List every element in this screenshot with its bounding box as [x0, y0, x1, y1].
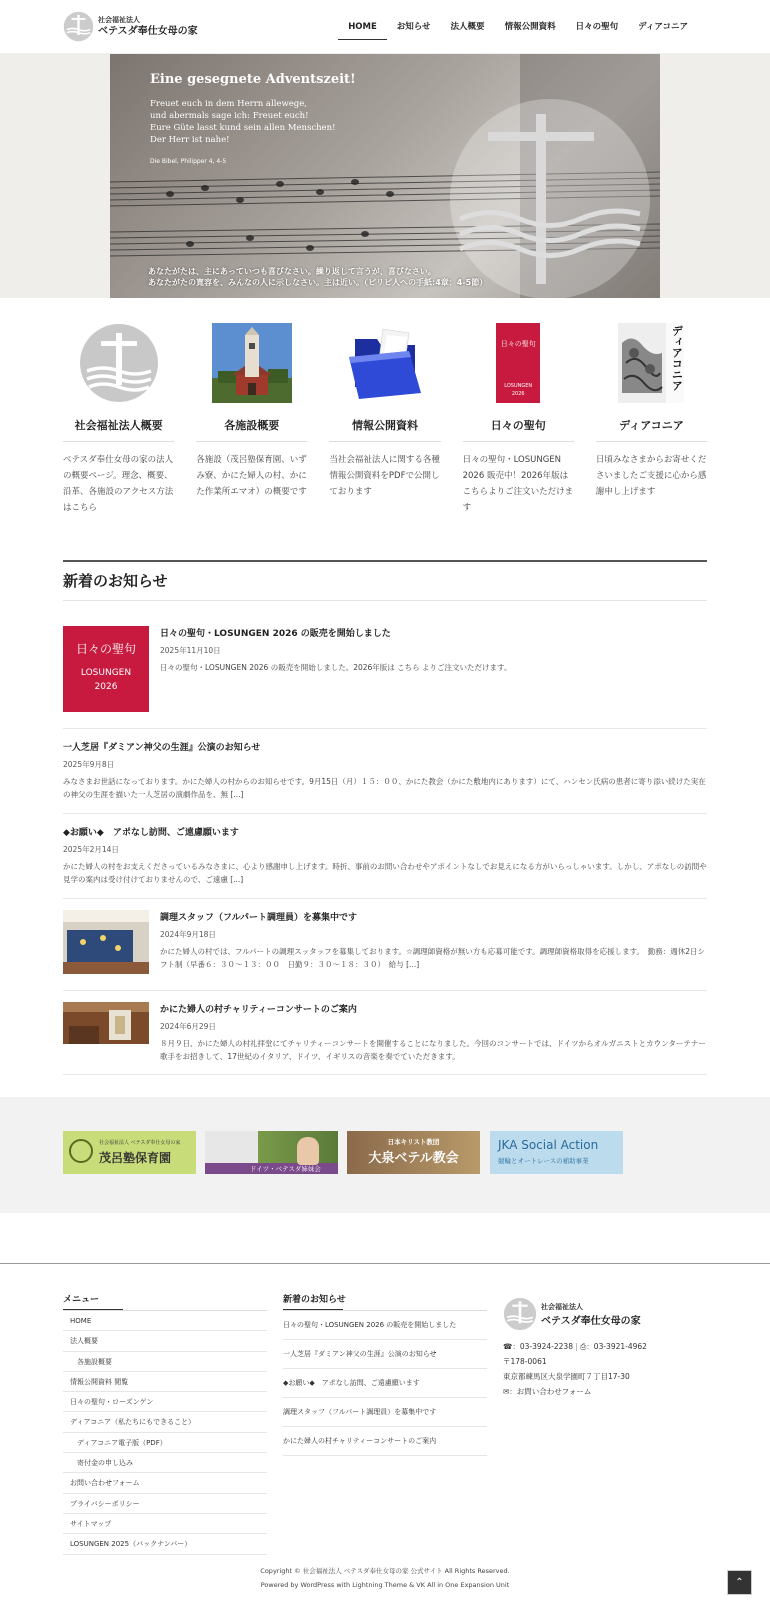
- feature-title[interactable]: 各施設概要: [196, 417, 307, 442]
- feature-disclosure[interactable]: [329, 323, 440, 516]
- banner-big-text: 茂呂塾保育園: [99, 1151, 172, 1165]
- hero-reference: Die Bibel, Philipper 4, 4-5: [150, 158, 227, 165]
- news-heading-divider: [63, 600, 707, 601]
- feature-diakonia[interactable]: [596, 323, 707, 516]
- feature-title[interactable]: 日々の聖句: [463, 417, 574, 442]
- cross-emblem-image[interactable]: [79, 323, 159, 403]
- contact-form-label[interactable]: ：お問い合わせフォーム: [509, 1387, 592, 1396]
- banner-small-text: 競輪とオートレースの補助事業: [498, 1157, 589, 1165]
- losungen-book-cover[interactable]: [496, 323, 540, 403]
- news-date: 2025年9月8日: [63, 760, 115, 769]
- footer-org-type: 社会福祉法人: [541, 1302, 583, 1311]
- powered-by-text[interactable]: Powered by WordPress with Lightning Theme & VK All in One Expansion Unit: [260, 1581, 510, 1589]
- news-title[interactable]: 調理スタッフ（フルパート調理員）を募集中です: [160, 913, 358, 923]
- banner-big-text: 大泉ベテル教会: [368, 1151, 459, 1166]
- site-header: [0, 0, 770, 54]
- footer-news-item[interactable]: かにた婦人の村チャリティーコンサートのご案内: [283, 1427, 487, 1456]
- news-date: 2024年6月29日: [160, 1022, 216, 1031]
- footer-menu-item[interactable]: 各施設概要: [63, 1352, 267, 1372]
- news-title[interactable]: かにた婦人の村チャリティーコンサートのご案内: [160, 1005, 357, 1015]
- diakonia-journal-cover[interactable]: [618, 323, 684, 403]
- news-excerpt: ８月９日、かにた婦人の村礼拝堂にてチャリティーコンサートを開催することになりました。今回のコンサートでは、ドイツからオルガニストとカウンターテナー歌手をお招きして、17世紀のイタリア、ドイツ、イギリスの音楽を奏でていただきます。: [160, 1039, 706, 1061]
- news-title[interactable]: 一人芝居『ダミアン神父の生涯』公演のお知らせ: [63, 743, 261, 753]
- hero-slide: [110, 54, 660, 298]
- news-title[interactable]: ◆お願い◆ アポなし訪問、ご遠慮願います: [63, 828, 239, 838]
- book-cover-brand: LOSUNGEN: [504, 383, 533, 389]
- global-nav: [338, 0, 698, 54]
- footer-news-title: 新着のお知らせ: [283, 1292, 346, 1305]
- footer-contact: [503, 1297, 707, 1399]
- copyright-text: Copyright © 社会福祉法人 ベテスダ奉仕女母の家 公式サイト All Rights Reserved.: [260, 1567, 510, 1575]
- feature-text: 当社会福祉法人に関する各種情報公開資料をPDFで公開しております: [329, 455, 440, 497]
- footer-menu-title: メニュー: [63, 1292, 99, 1305]
- news-item[interactable]: [63, 910, 707, 991]
- footer-menu: [63, 1310, 267, 1555]
- hero-title: Eine gesegnete Adventszeit!: [150, 72, 356, 87]
- banner-small-text: ドイツ・ベテスダ姉妹会: [250, 1165, 321, 1173]
- footer-menu-item[interactable]: プライバシーポリシー: [63, 1494, 267, 1514]
- thumb-book-title: 日々の聖句: [75, 642, 136, 656]
- nav-news[interactable]: お知らせ: [396, 22, 431, 32]
- hero-japanese-verse: あなたがたは、主にあっていつも喜びなさい。繰り返して言うが、喜びなさい。 あなたがたの寛容を、みんなの人に示しなさい。主は近い。（ピリピ人への手紙:4章：4-5節）: [148, 267, 488, 287]
- news-thumbnail[interactable]: [63, 910, 149, 974]
- footer-menu-item[interactable]: サイトマップ: [63, 1514, 267, 1534]
- feature-text: 日頃みなさまからお寄せくださいましたご支援に心から感謝申し上げます: [595, 455, 707, 497]
- thumb-book-year: 2026: [94, 682, 118, 692]
- footer-menu-item[interactable]: 情報公開資料 閲覧: [63, 1372, 267, 1392]
- feature-text: 各施設（茂呂塾保育園、いずみ寮、かにた婦人の村、かにた作業所エマオ）の概要です: [196, 455, 307, 497]
- footer-menu-item[interactable]: ディアコニア（私たちにもできること）: [63, 1412, 267, 1432]
- copyright: [0, 1564, 770, 1592]
- news-excerpt: かにた婦人の村をお支えくださっているみなさまに、心より感謝申し上げます。時折、事前のお問い合わせやアポイントなしでお見えになる方がいらっしゃいます。しかし、アポなしの訪問や見学の案内は受け付けておりませんので、ご遠慮 [...]: [63, 862, 707, 884]
- feature-facilities[interactable]: [196, 323, 307, 516]
- news-thumbnail[interactable]: [63, 1002, 149, 1044]
- book-cover-title: 日々の聖句: [500, 340, 536, 348]
- news-item[interactable]: [63, 740, 707, 814]
- logo-org-name: ベテスダ奉仕女母の家: [98, 25, 198, 37]
- feature-boxes: [63, 323, 707, 516]
- banner-oizumi-bethel-church[interactable]: [347, 1131, 480, 1174]
- phone-icon: ☎: [503, 1342, 513, 1351]
- footer-news-item[interactable]: 一人芝居『ダミアン神父の生涯』公演のお知らせ: [283, 1340, 487, 1369]
- news-thumbnail[interactable]: [63, 626, 149, 712]
- contact-tel[interactable]: ：03-3924-2238: [512, 1342, 573, 1351]
- banner-jka-social-action[interactable]: [490, 1131, 623, 1174]
- logo-org-type: 社会福祉法人: [98, 15, 140, 24]
- footer-menu-item[interactable]: ディアコニア電子版（PDF）: [63, 1433, 267, 1453]
- footer-menu-item[interactable]: LOSUNGEN 2025（バックナンバー）: [63, 1534, 267, 1554]
- contact-zip: 〒178-0061: [503, 1357, 547, 1366]
- logo-cross-icon: [503, 1297, 537, 1331]
- news-date: 2025年11月10日: [160, 646, 221, 655]
- feature-about[interactable]: [63, 323, 174, 516]
- news-excerpt: みなさまお世話になっております。かにた婦人の村からのお知らせです。9月15日（月）１５：００、かにた教会（かにた敷地内にあります）にて、ハンセン氏病の患者に寄り添い続けた実在の神父の生涯を描いた一人芝居の演劇作品を、無 [...]: [63, 777, 706, 799]
- nav-about[interactable]: 法人概要: [450, 22, 485, 32]
- nav-daily-verse[interactable]: 日々の聖句: [575, 22, 619, 32]
- footer-menu-item[interactable]: HOME: [63, 1311, 267, 1331]
- thumb-book-brand: LOSUNGEN: [80, 668, 132, 678]
- chevron-up-icon: ⌃: [735, 1577, 744, 1588]
- banner-moro-nursery[interactable]: [63, 1131, 196, 1174]
- news-item[interactable]: [63, 626, 707, 729]
- feature-text: ベテスダ奉仕女母の家の法人の概要ページ。理念、概要、沿革、各施設のアクセス方法はこちら: [63, 455, 174, 513]
- news-date: 2025年2月14日: [63, 845, 119, 854]
- news-title[interactable]: 日々の聖句・LOSUNGEN 2026 の販売を開始しました: [160, 629, 391, 639]
- mail-icon: ✉: [503, 1387, 510, 1396]
- footer-menu-item[interactable]: 寄付金の申し込み: [63, 1453, 267, 1473]
- news-heading: 新着のお知らせ: [63, 572, 168, 590]
- footer-menu-item[interactable]: 法人概要: [63, 1331, 267, 1351]
- news-date: 2024年9月18日: [160, 930, 216, 939]
- chapel-photo[interactable]: [212, 323, 292, 403]
- news-top-rule: [63, 560, 707, 562]
- hero-verse: Freuet euch in dem Herrn allewege, und abermals sage ich: Freuet euch! Eure Güte lasst kund sein allen Menschen! Der Herr ist nahe!: [150, 99, 336, 145]
- contact-fax: ：03-3921-4962: [586, 1342, 647, 1351]
- nav-diakonia[interactable]: ディアコニア: [638, 22, 688, 32]
- footer-menu-item[interactable]: お問い合わせフォーム: [63, 1473, 267, 1493]
- news-excerpt: 日々の聖句・LOSUNGEN 2026 の販売を開始しました。2026年版は こちら よりご注文いただけます。: [160, 663, 512, 672]
- feature-daily-verse[interactable]: [463, 323, 574, 516]
- diakonia-vertical-title: ディアコニア: [670, 325, 684, 391]
- contact-address: 東京都練馬区大泉学園町７丁目17-30: [503, 1372, 630, 1381]
- news-item[interactable]: [63, 1002, 707, 1075]
- logo-cross-icon: [63, 11, 94, 42]
- news-item[interactable]: [63, 825, 707, 899]
- feature-title[interactable]: ディアコニア: [596, 417, 707, 442]
- footer-news-list: [283, 1310, 487, 1456]
- book-cover-year: 2026: [511, 391, 525, 397]
- footer-news-item[interactable]: ◆お願い◆ アポなし訪問、ご遠慮願います: [283, 1369, 487, 1398]
- site-logo[interactable]: [63, 11, 198, 42]
- footer-news-item[interactable]: 調理スタッフ（フルパート調理員）を募集中です: [283, 1398, 487, 1427]
- footer-news-item[interactable]: 日々の聖句・LOSUNGEN 2026 の販売を開始しました: [283, 1311, 487, 1340]
- nav-home[interactable]: HOME: [338, 0, 387, 54]
- feature-text: 日々の聖句・LOSUNGEN 2026 販売中！2026年版はこちらよりご注文いただけます: [462, 455, 574, 513]
- feature-title[interactable]: 社会福祉法人概要: [63, 417, 174, 442]
- banner-big-text: JKA Social Action: [498, 1138, 599, 1152]
- footer-menu-item[interactable]: 日々の聖句・ローズンゲン: [63, 1392, 267, 1412]
- footer-org-name: ベテスダ奉仕女母の家: [541, 1315, 641, 1327]
- news-excerpt: かにた婦人の村では、フルパートの調理スッタッフを募集しております。☆調理師資格が無い方も応募可能です。調理師資格取得を応援します。 勤務：週休2日シフト制（早番６：３０〜１３：００ 日勤９：３０〜１８：３０） 給与 [...]: [160, 947, 706, 969]
- banner-german-bethesda[interactable]: [205, 1131, 338, 1174]
- nav-disclosure[interactable]: 情報公開資料: [504, 22, 556, 32]
- footer-rule: [0, 1263, 770, 1264]
- sheet-music-illustration: [110, 54, 660, 298]
- banner-small-text: 日本キリスト教団: [387, 1138, 440, 1146]
- footer-logo[interactable]: [503, 1297, 707, 1331]
- banner-small-text: 社会福祉法人 ベテスダ奉仕女母の家: [99, 1140, 181, 1146]
- contact-phone-fax: ☎：03-3924-2238 | ⎙：03-3921-4962: [503, 1342, 647, 1351]
- contact-form-link[interactable]: [503, 1384, 707, 1399]
- page-top-button[interactable]: [727, 1570, 752, 1595]
- feature-title[interactable]: 情報公開資料: [329, 417, 440, 442]
- folder-icon[interactable]: [345, 323, 425, 403]
- fax-icon: ⎙: [580, 1342, 587, 1351]
